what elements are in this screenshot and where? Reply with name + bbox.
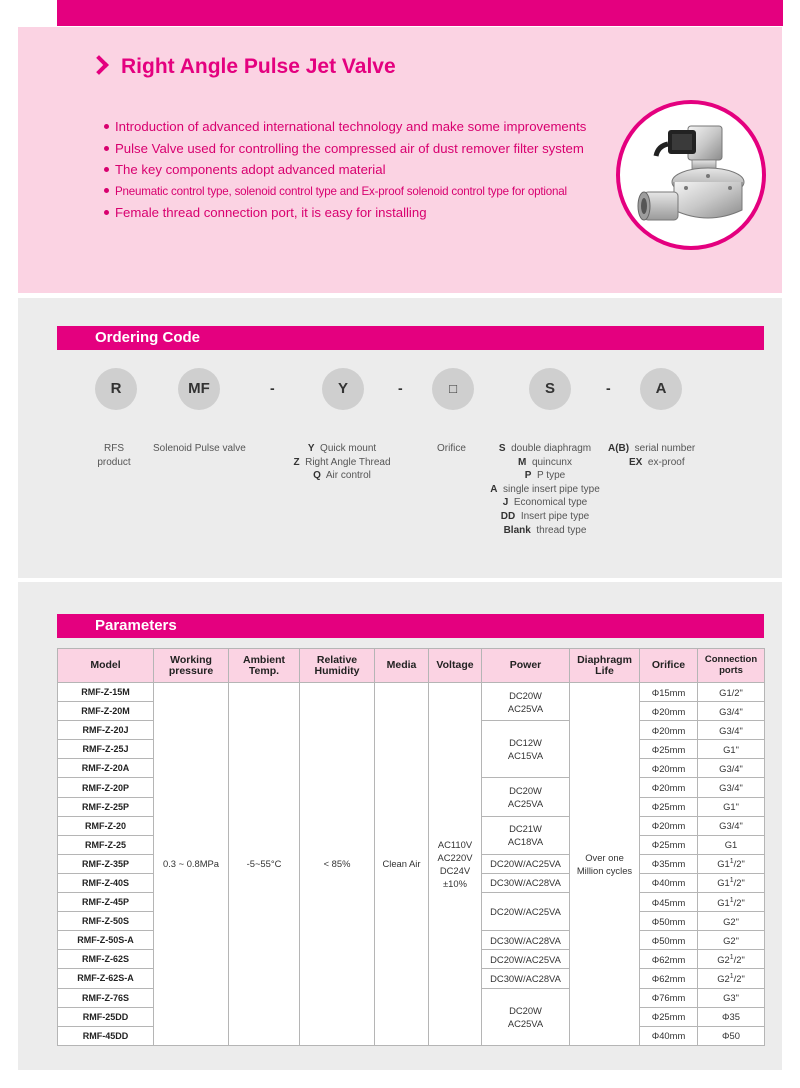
orifice-cell: Φ25mm bbox=[640, 740, 698, 759]
port-cell: G1 bbox=[698, 835, 765, 854]
model-cell: RMF-Z-25P bbox=[58, 797, 154, 816]
port-cell: $G1^1/2$" bbox=[698, 893, 765, 912]
rfs-label bbox=[94, 442, 134, 469]
rfs-line1: RFS bbox=[104, 443, 124, 454]
orifice-cell: Φ20mm bbox=[640, 702, 698, 721]
orifice-cell: Φ76mm bbox=[640, 988, 698, 1007]
feature-list bbox=[104, 116, 586, 224]
model-cell: RMF-Z-76S bbox=[58, 988, 154, 1007]
feature-item bbox=[104, 159, 586, 181]
option-ex: EX ex-proof bbox=[629, 456, 685, 468]
pressure-cell: 0.3 ~ 0.8MPa bbox=[154, 683, 229, 1046]
option-z: Z Right Angle Thread bbox=[293, 456, 391, 468]
code-dash: - bbox=[270, 380, 275, 396]
port-cell: G3/4" bbox=[698, 702, 765, 721]
model-cell: RMF-Z-45P bbox=[58, 893, 154, 912]
port-cell: $G2^1/2$" bbox=[698, 969, 765, 988]
model-cell: RMF-45DD bbox=[58, 1026, 154, 1045]
option-q: Q Air control bbox=[313, 470, 371, 482]
orifice-cell: Φ20mm bbox=[640, 759, 698, 778]
feature-item bbox=[104, 202, 586, 224]
col-working-pressure: Working pressure bbox=[154, 649, 229, 683]
code-dash: - bbox=[398, 380, 403, 396]
feature-item bbox=[104, 181, 586, 203]
port-cell: Φ35 bbox=[698, 1007, 765, 1026]
orifice-label: Orifice bbox=[437, 443, 466, 454]
humidity-cell: < 85% bbox=[300, 683, 375, 1046]
code-dash: - bbox=[606, 380, 611, 396]
orifice-cell: Φ62mm bbox=[640, 969, 698, 988]
voltage-cell: AC110V AC220V DC24V ±10% bbox=[429, 683, 482, 1046]
option-ab: A(B) serial number bbox=[608, 443, 696, 454]
power-cell: DC20W/AC25VA bbox=[482, 950, 570, 969]
bullet-icon bbox=[104, 167, 109, 172]
bullet-icon bbox=[104, 210, 109, 215]
temp-cell: -5~55°C bbox=[229, 683, 300, 1046]
orifice-cell: Φ50mm bbox=[640, 931, 698, 950]
orifice-cell: Φ20mm bbox=[640, 816, 698, 835]
model-cell: RMF-Z-50S bbox=[58, 912, 154, 931]
model-cell: RMF-Z-25 bbox=[58, 835, 154, 854]
option-s: S double diaphragm bbox=[498, 443, 592, 454]
option-j: J Economical type bbox=[502, 497, 588, 509]
model-cell: RMF-Z-62S-A bbox=[58, 969, 154, 988]
model-cell: RMF-Z-15M bbox=[58, 683, 154, 702]
model-cell: RMF-Z-50S-A bbox=[58, 931, 154, 950]
power-cell: DC20W/AC25VA bbox=[482, 893, 570, 931]
pulse-valve-icon bbox=[620, 104, 762, 246]
model-cell: RMF-Z-20J bbox=[58, 721, 154, 740]
port-cell: $G1^1/2$" bbox=[698, 854, 765, 873]
code-y: Y bbox=[322, 368, 364, 410]
orifice-cell: Φ25mm bbox=[640, 797, 698, 816]
model-cell: RMF-Z-20A bbox=[58, 759, 154, 778]
code-s: S bbox=[529, 368, 571, 410]
top-banner-bar bbox=[57, 0, 783, 26]
port-cell: G1" bbox=[698, 797, 765, 816]
power-cell: DC20W AC25VA bbox=[482, 683, 570, 721]
code-a: A bbox=[640, 368, 682, 410]
mount-options bbox=[286, 442, 398, 483]
power-cell: DC20W AC25VA bbox=[482, 988, 570, 1045]
option-m: M quincunx bbox=[518, 456, 572, 468]
rfs-line2: product bbox=[97, 456, 131, 468]
model-cell: RMF-Z-20 bbox=[58, 816, 154, 835]
port-cell: G1/2" bbox=[698, 683, 765, 702]
table-row bbox=[58, 683, 765, 702]
col-model: Model bbox=[58, 649, 154, 683]
page-title: Right Angle Pulse Jet Valve bbox=[121, 55, 396, 78]
code-r: R bbox=[95, 368, 137, 410]
orifice-cell: Φ15mm bbox=[640, 683, 698, 702]
port-cell: G3/4" bbox=[698, 816, 765, 835]
orifice-cell: Φ62mm bbox=[640, 950, 698, 969]
power-cell: DC20W AC25VA bbox=[482, 778, 570, 816]
parameters-table-wrap bbox=[57, 648, 764, 1046]
model-cell: RMF-Z-40S bbox=[58, 873, 154, 892]
orifice-cell: Φ25mm bbox=[640, 835, 698, 854]
orifice-cell: Φ40mm bbox=[640, 1026, 698, 1045]
life-cell: Over one Million cycles bbox=[570, 683, 640, 1046]
feature-text: Pulse Valve used for controlling the compressed air of dust remover filter system bbox=[115, 140, 584, 156]
power-cell: DC12W AC15VA bbox=[482, 721, 570, 778]
feature-item bbox=[104, 138, 586, 160]
col-diaphragm-life: Diaphragm Life bbox=[570, 649, 640, 683]
power-cell: DC30W/AC28VA bbox=[482, 969, 570, 988]
option-blank: Blank thread type bbox=[503, 524, 587, 536]
port-cell: $G1^1/2$" bbox=[698, 873, 765, 892]
media-cell: Clean Air bbox=[375, 683, 429, 1046]
model-cell: RMF-Z-62S bbox=[58, 950, 154, 969]
option-y: Y Quick mount bbox=[307, 443, 377, 454]
port-cell: G3/4" bbox=[698, 759, 765, 778]
model-cell: RMF-Z-35P bbox=[58, 854, 154, 873]
orifice-cell: Φ45mm bbox=[640, 893, 698, 912]
chevron-right-icon bbox=[89, 55, 109, 75]
col-power: Power bbox=[482, 649, 570, 683]
code-orifice: □ bbox=[432, 368, 474, 410]
orifice-cell: Φ20mm bbox=[640, 778, 698, 797]
model-cell: RMF-Z-20M bbox=[58, 702, 154, 721]
orifice-cell: Φ35mm bbox=[640, 854, 698, 873]
port-cell: G2" bbox=[698, 912, 765, 931]
port-cell: G1" bbox=[698, 740, 765, 759]
model-cell: RMF-25DD bbox=[58, 1007, 154, 1026]
parameters-table bbox=[57, 648, 765, 1046]
parameters-title: Parameters bbox=[95, 617, 177, 634]
port-cell: G3/4" bbox=[698, 721, 765, 740]
type-options bbox=[485, 442, 605, 537]
code-mf: MF bbox=[178, 368, 220, 410]
col-orifice: Orifice bbox=[640, 649, 698, 683]
col-media: Media bbox=[375, 649, 429, 683]
model-cell: RMF-Z-20P bbox=[58, 778, 154, 797]
col-voltage: Voltage bbox=[429, 649, 482, 683]
model-cell: RMF-Z-25J bbox=[58, 740, 154, 759]
power-cell: DC30W/AC28VA bbox=[482, 873, 570, 892]
port-cell: $G2^1/2$" bbox=[698, 950, 765, 969]
col-connection-ports: Connection ports bbox=[698, 649, 765, 683]
feature-text: Pneumatic control type, solenoid control type and Ex-proof solenoid control type for optional bbox=[115, 184, 567, 198]
bullet-icon bbox=[104, 146, 109, 151]
bullet-icon bbox=[104, 188, 109, 193]
option-dd: DD Insert pipe type bbox=[500, 510, 590, 522]
port-cell: G3/4" bbox=[698, 778, 765, 797]
orifice-cell: Φ50mm bbox=[640, 912, 698, 931]
col-ambient-temp: Ambient Temp. bbox=[229, 649, 300, 683]
feature-text: Female thread connection port, it is easy for installing bbox=[115, 205, 427, 221]
port-cell: Φ50 bbox=[698, 1026, 765, 1045]
serial-options bbox=[608, 442, 708, 469]
col-relative-humidity: Relative Humidity bbox=[300, 649, 375, 683]
power-cell: DC21W AC18VA bbox=[482, 816, 570, 854]
feature-text: Introduction of advanced international technology and make some improvements bbox=[115, 119, 587, 134]
bullet-icon bbox=[104, 124, 109, 129]
feature-item bbox=[104, 116, 586, 138]
port-cell: G2" bbox=[698, 931, 765, 950]
option-a: A single insert pipe type bbox=[490, 483, 600, 495]
pulse-valve-photo bbox=[616, 100, 766, 250]
option-p: P P type bbox=[524, 470, 566, 482]
ordering-code-title: Ordering Code bbox=[95, 329, 201, 346]
orifice-cell: Φ25mm bbox=[640, 1007, 698, 1026]
power-cell: DC20W/AC25VA bbox=[482, 854, 570, 873]
port-cell: G3" bbox=[698, 988, 765, 1007]
table-header-row bbox=[58, 649, 765, 683]
solenoid-label: Solenoid Pulse valve bbox=[153, 443, 246, 454]
orifice-cell: Φ20mm bbox=[640, 721, 698, 740]
power-cell: DC30W/AC28VA bbox=[482, 931, 570, 950]
orifice-cell: Φ40mm bbox=[640, 873, 698, 892]
feature-text: The key components adopt advanced material bbox=[115, 162, 386, 178]
